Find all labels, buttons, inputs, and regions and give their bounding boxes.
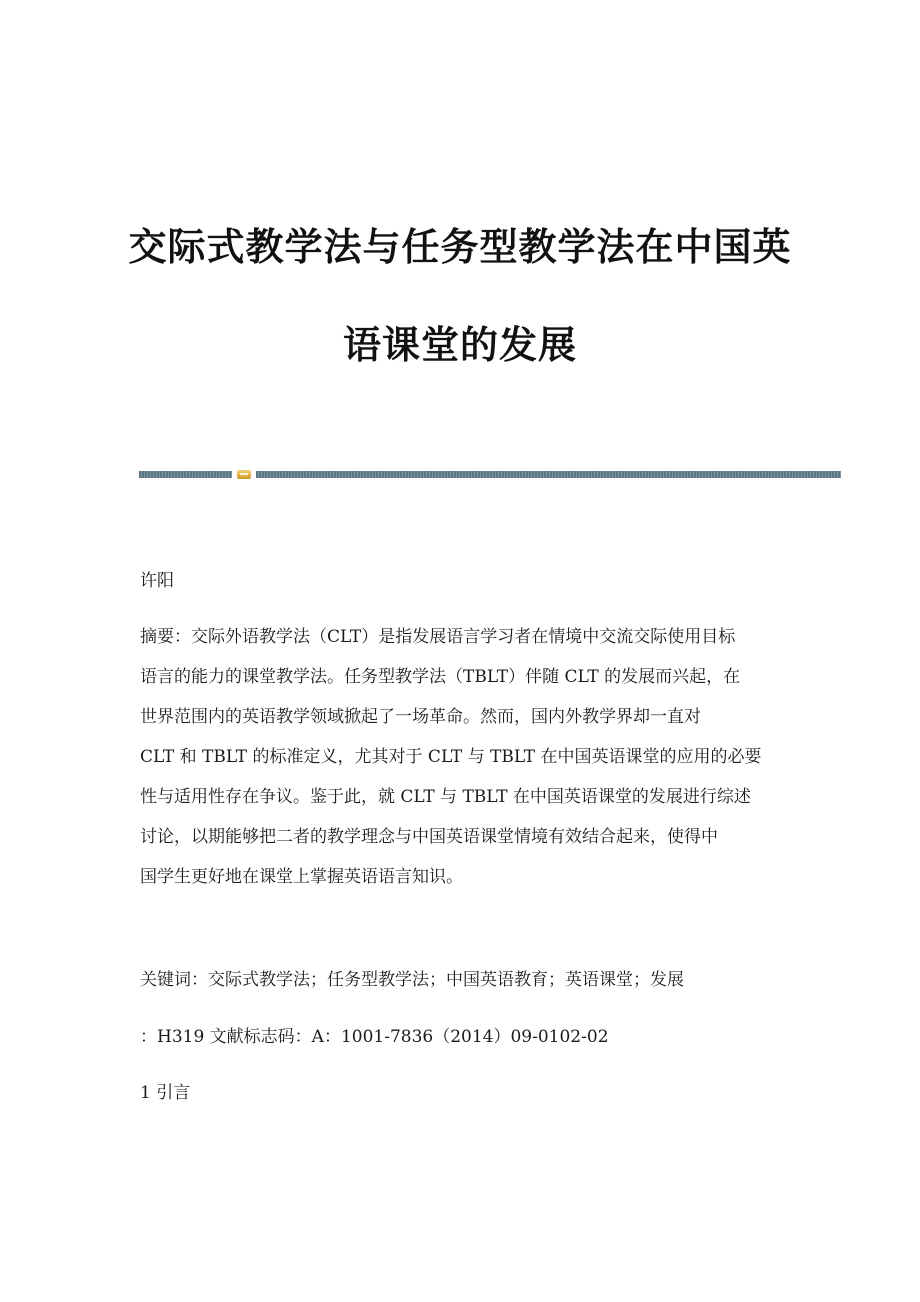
document-title-line-2: 语课堂的发展	[342, 323, 577, 367]
author-name: 许阳	[140, 571, 174, 591]
section-heading: 1 引言	[140, 1083, 191, 1103]
abstract-line: 国学生更好地在课堂上掌握英语语言知识。	[140, 867, 463, 887]
keywords-line: 关键词：交际式教学法；任务型教学法；中国英语教育；英语课堂；发展	[140, 970, 684, 990]
abstract-line: 讨论，以期能够把二者的教学理念与中国英语课堂情境有效结合起来，使得中	[140, 827, 718, 847]
abstract-line: 世界范围内的英语教学领域掀起了一场革命。然而，国内外教学界却一直对	[140, 707, 701, 727]
divider-bar-left	[139, 471, 232, 478]
title-divider	[139, 470, 841, 479]
abstract-line: 语言的能力的课堂教学法。任务型教学法（TBLT）伴随 CLT 的发展而兴起，在	[140, 667, 741, 687]
divider-bar-right	[256, 471, 841, 478]
document-title-line-1: 交际式教学法与任务型教学法在中国英	[128, 225, 792, 269]
abstract-line: 性与适用性存在争议。鉴于此，就 CLT 与 TBLT 在中国英语课堂的发展进行综述	[140, 787, 751, 807]
classification-line: ：H319 文献标志码：A：1001-7836（2014）09-0102-02	[140, 1027, 609, 1047]
divider-ornament-icon	[237, 470, 251, 479]
abstract-line: CLT 和 TBLT 的标准定义，尤其对于 CLT 与 TBLT 在中国英语课堂的应用的必要	[140, 747, 762, 767]
abstract-paragraph	[140, 617, 790, 897]
abstract-line: 摘要：交际外语教学法（CLT）是指发展语言学习者在情境中交流交际使用目标	[140, 627, 736, 647]
